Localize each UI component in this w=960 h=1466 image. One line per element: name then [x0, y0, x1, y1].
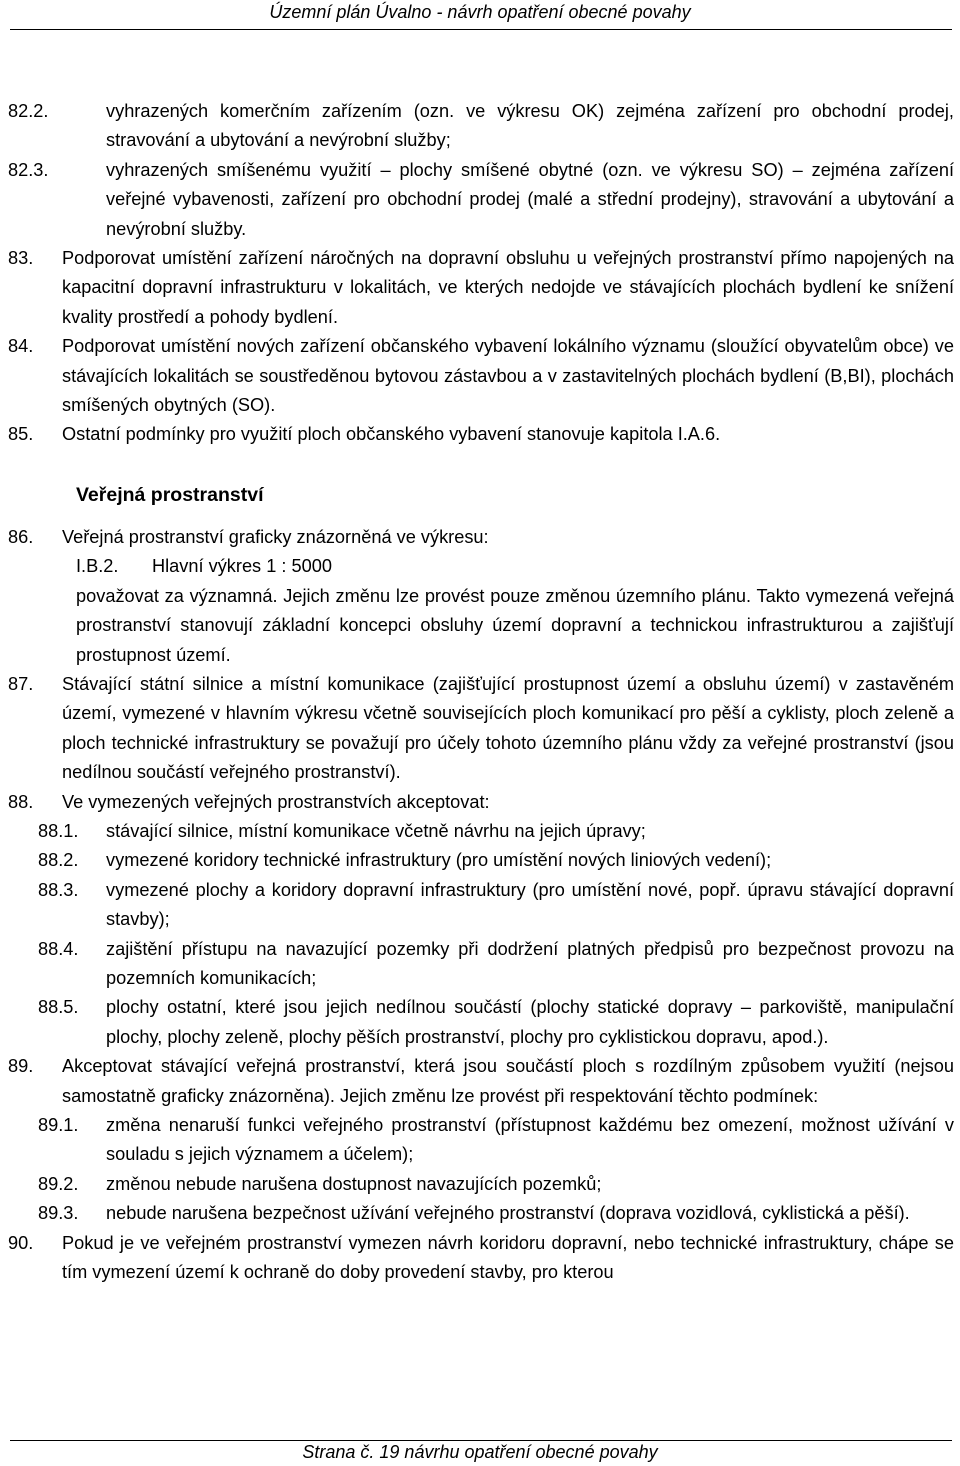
footer-rule	[10, 1440, 952, 1441]
item-text: Ostatní podmínky pro využití ploch občanského vybavení stanovuje kapitola I.A.6.	[62, 424, 721, 445]
item-text: Veřejná prostranství graficky znázorněná ve výkresu:	[62, 526, 489, 547]
header-rule	[10, 29, 952, 30]
drawing-reference	[76, 552, 960, 581]
item-number: 85.	[8, 424, 34, 445]
list-item	[0, 332, 960, 420]
list-item	[0, 876, 960, 935]
paragraph: považovat za významná. Jejich změnu lze provést pouze změnou územního plánu. Takto vymezená veřejná prostranství stanovují základní koncepci obsluhy území dopravní a technickou infrastrukturou a zajišťují prostupnost území.	[76, 585, 954, 665]
item-number: 90.	[8, 1232, 34, 1253]
list-group-a	[0, 97, 960, 450]
item-text: změna nenaruší funkci veřejného prostranství (přístupnost každému bez omezení, možnost užívání v souladu s jejich významem a účelem);	[106, 1115, 954, 1165]
item-text: Podporovat umístění nových zařízení občanského vybavení lokálního významu (sloužící obyvatelům obce) ve stávajících lokalitách se soustředěnou bytovou zástavbou a v zastavitelných plochách bydlení (B,BI), plochách smíšených obytných (SO).	[62, 336, 954, 416]
item-number: 83.	[8, 248, 34, 269]
page-footer: Strana č. 19 návrhu opatření obecné povahy	[302, 1442, 658, 1462]
item-number: 88.5.	[38, 997, 79, 1018]
item-text: změnou nebude narušena dostupnost navazujících pozemků;	[106, 1173, 602, 1194]
list-item	[0, 523, 960, 552]
list-item	[0, 1111, 960, 1170]
drawing-title: Hlavní výkres 1 : 5000	[152, 556, 332, 577]
item-number: 88.1.	[38, 820, 79, 841]
item-text: zajištění přístupu na navazující pozemky při dodržení platných předpisů pro bezpečnost provozu na pozemních komunikacích;	[106, 938, 954, 988]
document-body	[0, 97, 960, 1287]
item-number: 86.	[8, 526, 34, 547]
item-text: Pokud je ve veřejném prostranství vymezen návrh koridoru dopravní, nebo technické infrastruktury, chápe se tím vymezení území k ochraně do doby provedení stavby, pro kterou	[62, 1232, 954, 1283]
item-number: 89.1.	[38, 1115, 79, 1135]
item-text: plochy ostatní, které jsou jejich nedílnou součástí (plochy statické dopravy – parkoviště, manipulační plochy, plochy zeleně, plochy pěších prostranství, plochy pro cyklistickou dopravu, apod.).	[106, 997, 954, 1047]
list-item	[0, 244, 960, 332]
list-item	[0, 420, 960, 449]
item-number: 87.	[8, 673, 34, 694]
item-text: Stávající státní silnice a místní komunikace (zajišťující prostupnost území a obsluhu území) v zastavěném území, vymezené v hlavním výkresu včetně souvisejících ploch komunikací pro pěší a cyklisty, ploch zeleně a ploch technické infrastruktury se považují pro účely tohoto územního plánu vždy za veřejné prostranství (jsou nedílnou součástí veřejného prostranství).	[62, 673, 954, 783]
list-item	[0, 846, 960, 875]
section-heading: Veřejná prostranství	[76, 483, 264, 506]
item-number: 88.3.	[38, 879, 79, 900]
list-item	[0, 935, 960, 994]
item-text: Podporovat umístění zařízení náročných na dopravní obsluhu u veřejných prostranství přímo napojených na kapacitní dopravní infrastrukturu v lokalitách, ve kterých nedojde ve stávajících plochách bydlení ke snížení kvality prostředí a pohody bydlení.	[62, 248, 954, 327]
list-item	[0, 788, 960, 817]
item-number: 84.	[8, 336, 34, 357]
item-text: vymezené koridory technické infrastruktury (pro umístění nových liniových vedení);	[106, 850, 772, 871]
list-item	[0, 1199, 960, 1228]
list-group-b	[0, 670, 960, 1288]
item-number: 89.	[8, 1056, 34, 1077]
item-text: Ve vymezených veřejných prostranstvích akceptovat:	[62, 791, 490, 812]
list-item	[0, 1170, 960, 1199]
item-number: 82.2.	[8, 101, 49, 121]
item-number: 88.	[8, 791, 34, 812]
list-item	[0, 97, 960, 156]
item-text: vyhrazených komerčním zařízením (ozn. ve výkresu OK) zejména zařízení pro obchodní prodej, stravování a ubytování a nevýrobní služby;	[106, 101, 954, 151]
item-text: stávající silnice, místní komunikace včetně návrhu na jejich úpravy;	[106, 820, 646, 841]
list-item	[0, 993, 960, 1052]
item-text: vymezené plochy a koridory dopravní infrastruktury (pro umístění nové, popř. úpravu stávající dopravní stavby);	[106, 879, 954, 930]
list-item	[0, 817, 960, 846]
page-header: Územní plán Úvalno - návrh opatření obecné povahy	[269, 2, 691, 22]
item-text: vyhrazených smíšenému využití – plochy smíšené obytné (ozn. ve výkresu SO) – zejména zařízení veřejné vybavenosti, zařízení pro obchodní prodej (malé a střední prodejny), stravování a ubytování a nevýrobní služby.	[106, 159, 954, 239]
item-number: 89.3.	[38, 1203, 79, 1224]
list-item	[0, 670, 960, 788]
list-item	[0, 156, 960, 244]
item-number: 89.2.	[38, 1173, 79, 1194]
drawing-code: I.B.2.	[76, 556, 119, 577]
list-item	[0, 1229, 960, 1288]
item-text: nebude narušena bezpečnost užívání veřejného prostranství (doprava vozidlová, cyklistická a pěší).	[106, 1203, 910, 1224]
item-number: 82.3.	[8, 159, 49, 180]
item-text: Akceptovat stávající veřejná prostranství, která jsou součástí ploch s rozdílným způsobem využití (nejsou samostatně graficky znázorněna). Jejich změnu lze provést při respektování těchto podmínek:	[62, 1056, 954, 1106]
list-item	[0, 1052, 960, 1111]
item-number: 88.2.	[38, 850, 79, 871]
item-number: 88.4.	[38, 938, 79, 959]
